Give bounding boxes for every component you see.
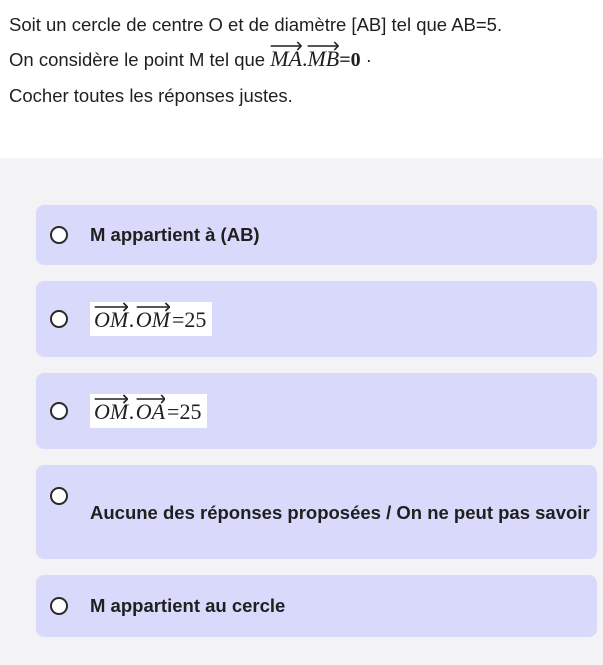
radio-button-icon[interactable] (50, 597, 68, 615)
vector-mb-label: MB (307, 46, 340, 71)
radio-button-icon[interactable] (50, 487, 68, 505)
answer-label: M appartient au cercle (90, 595, 286, 616)
condition-suffix: · (365, 49, 372, 70)
vector-oa (136, 401, 165, 423)
question-statement: Soit un cercle de centre O et de diamètre [AB] tel que AB=5. (9, 14, 503, 35)
vector-oa-label: OA (135, 399, 166, 424)
vector-ma (270, 48, 302, 70)
vector-arrow-icon (307, 41, 339, 51)
equals-zero: =0 (339, 49, 361, 71)
vector-om-label: OM (94, 307, 129, 332)
question-instruction: Cocher toutes les réponses justes. (9, 85, 293, 106)
vector-arrow-icon (136, 394, 165, 404)
radio-button-icon[interactable] (50, 310, 68, 328)
dot-operator: . (301, 46, 308, 71)
vector-arrow-icon (94, 302, 128, 312)
question-condition (9, 48, 593, 71)
vector-om (136, 309, 170, 331)
question-panel (0, 0, 603, 158)
formula-result: =25 (167, 399, 202, 424)
answer-formula (90, 394, 207, 428)
vector-om (94, 401, 128, 423)
radio-button-icon[interactable] (50, 226, 68, 244)
formula-result: =25 (171, 307, 207, 332)
vector-ma-label: MA (270, 46, 302, 71)
vector-arrow-icon (270, 41, 302, 51)
answer-option-1[interactable] (36, 205, 597, 265)
vector-mb (307, 48, 339, 70)
radio-button-icon[interactable] (50, 402, 68, 420)
dot-operator: . (129, 307, 135, 332)
answer-option-2[interactable] (36, 281, 597, 357)
dot-operator: . (129, 399, 135, 424)
vector-om (94, 309, 128, 331)
answer-label: M appartient à (AB) (90, 224, 260, 245)
answer-formula (90, 302, 212, 336)
answer-option-5[interactable] (36, 575, 597, 637)
vector-arrow-icon (136, 302, 170, 312)
answers-panel (0, 158, 603, 665)
answer-option-4[interactable] (36, 465, 597, 559)
answer-label: Aucune des réponses proposées / On ne peut pas savoir (90, 502, 590, 523)
vector-om-label: OM (135, 307, 170, 332)
vector-om-label: OM (94, 399, 129, 424)
answer-option-3[interactable] (36, 373, 597, 449)
condition-prefix: On considère le point M tel que (9, 49, 266, 70)
vector-arrow-icon (94, 394, 128, 404)
